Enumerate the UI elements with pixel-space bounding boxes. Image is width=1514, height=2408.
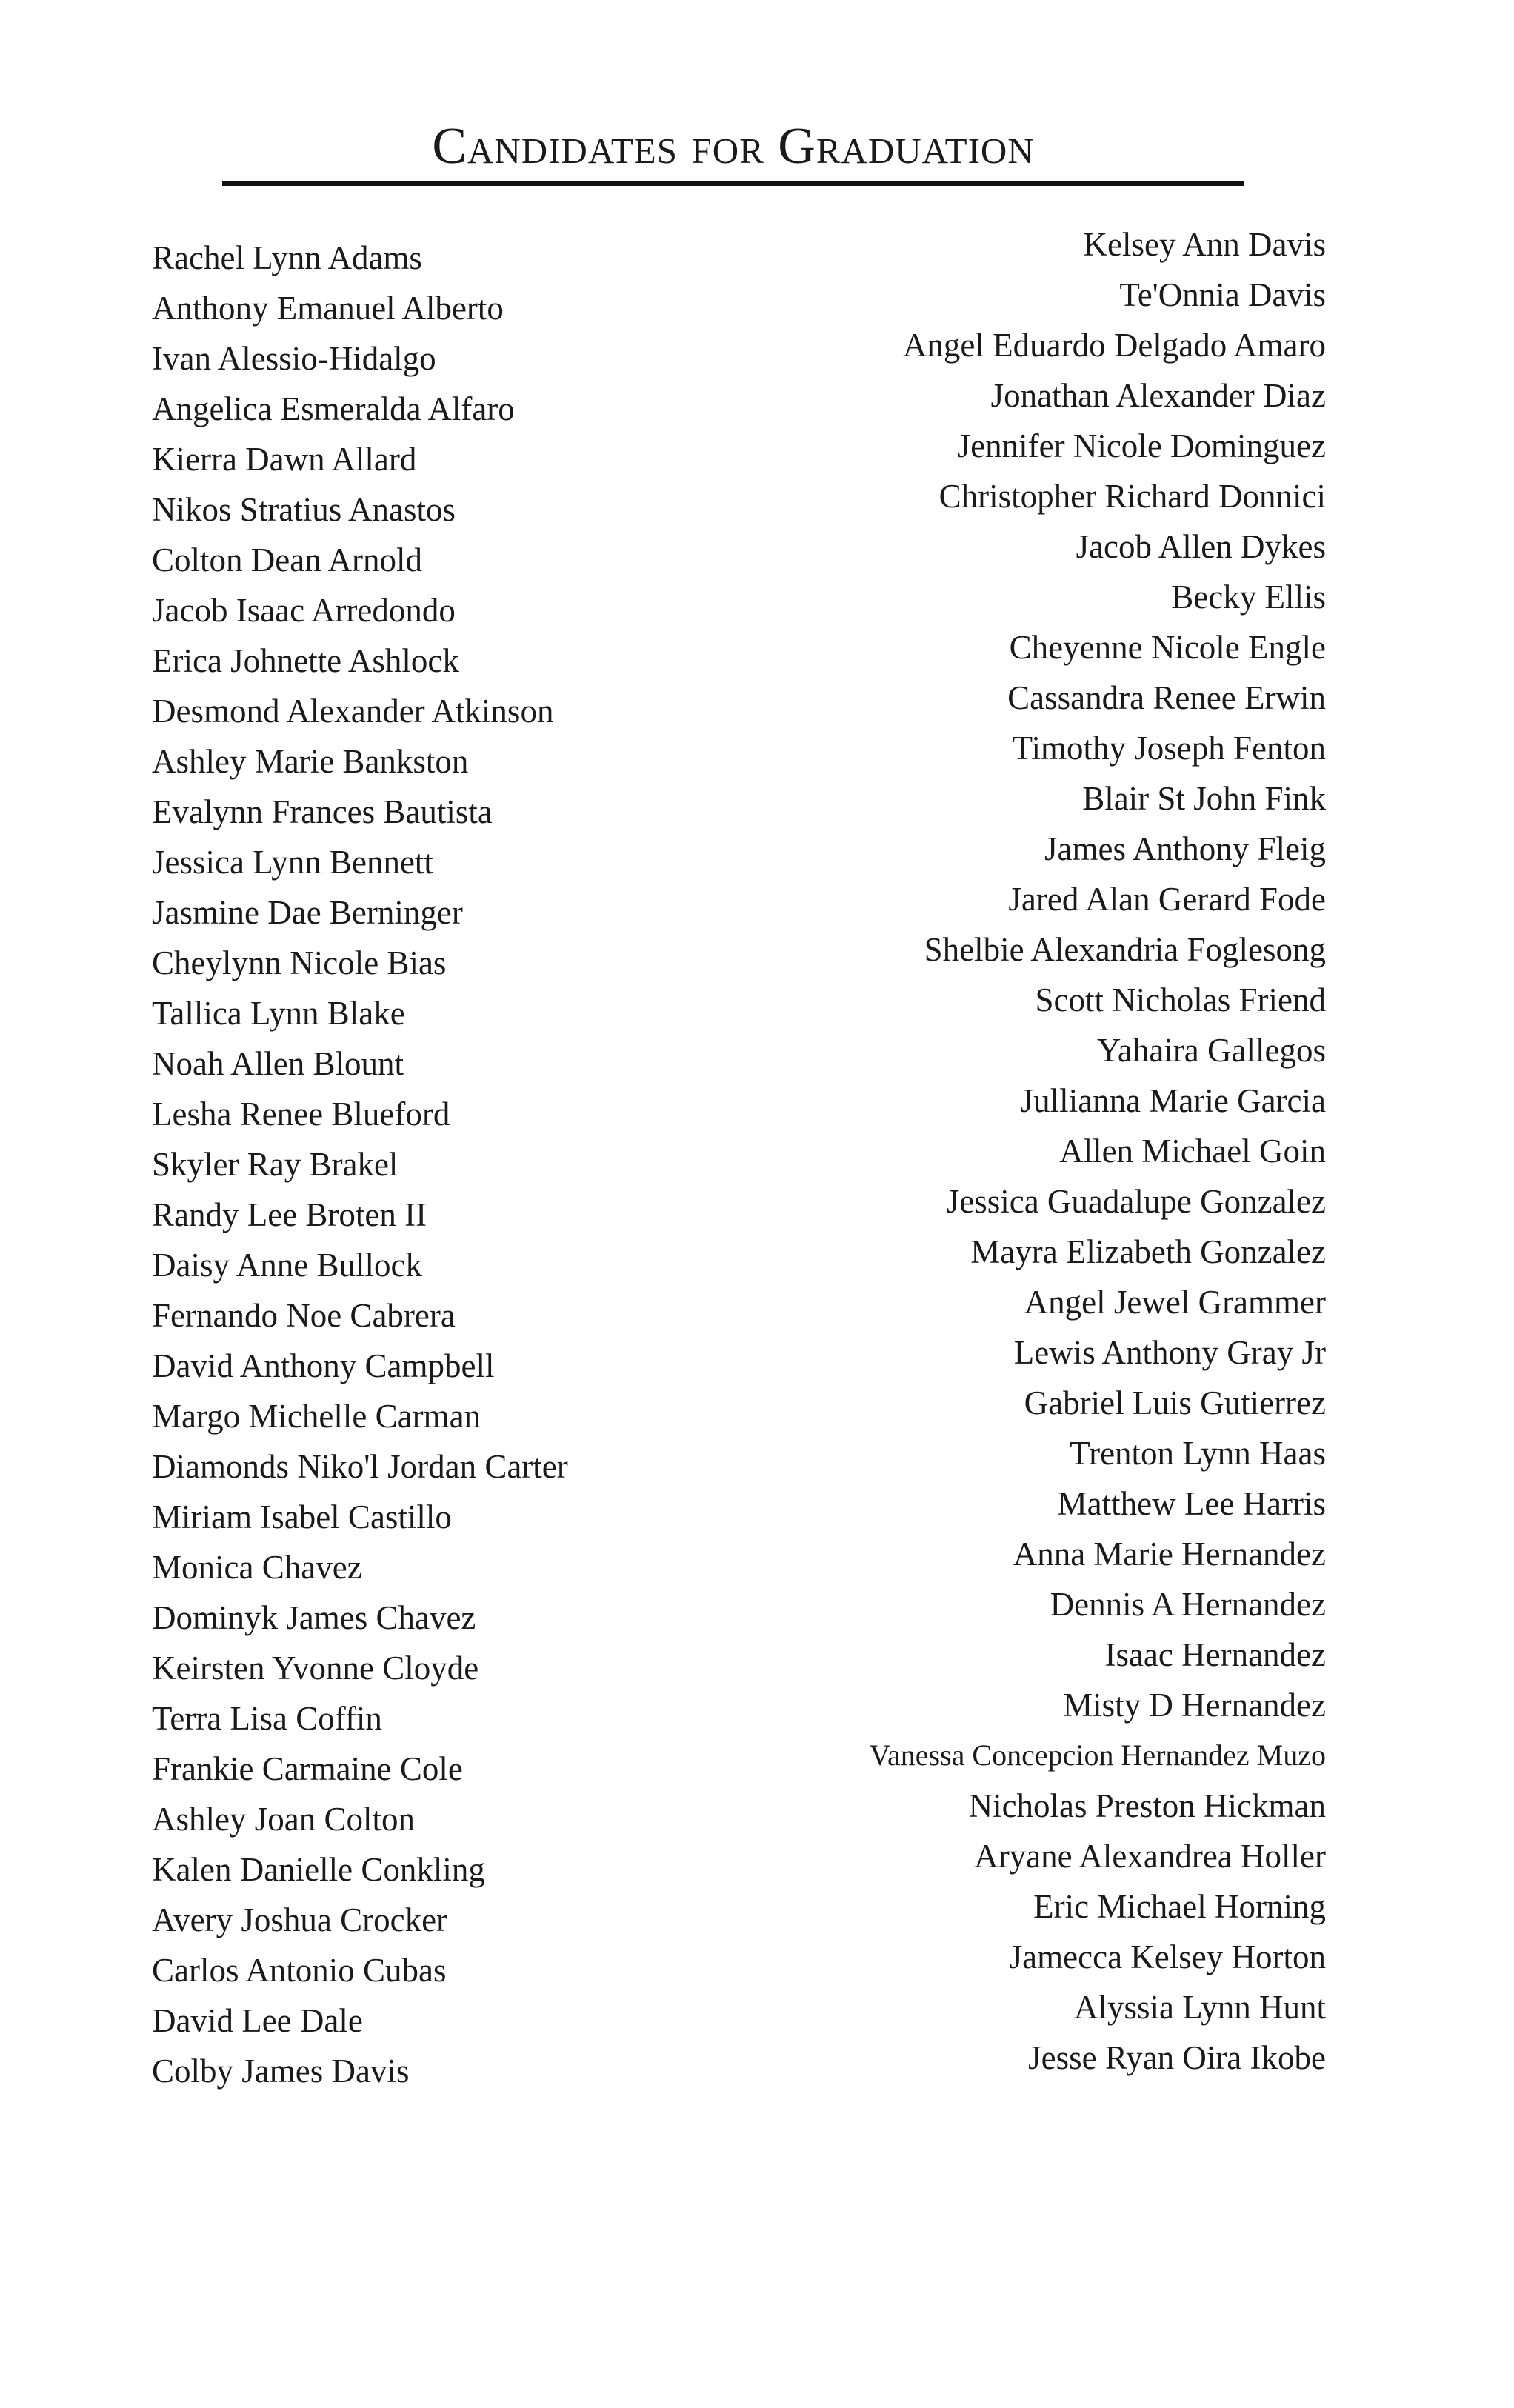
graduate-name: Angel Jewel Grammer bbox=[1024, 1284, 1326, 1321]
graduate-name: Jessica Guadalupe Gonzalez bbox=[946, 1183, 1326, 1220]
graduate-name: Blair St John Fink bbox=[1082, 780, 1326, 817]
graduate-name: Ashley Joan Colton bbox=[152, 1801, 415, 1838]
graduate-name: Lesha Renee Blueford bbox=[152, 1095, 450, 1133]
graduate-name: Jonathan Alexander Diaz bbox=[990, 377, 1326, 414]
graduate-name: Rachel Lynn Adams bbox=[152, 239, 422, 276]
graduate-name: Yahaira Gallegos bbox=[1096, 1032, 1326, 1069]
graduate-name: David Lee Dale bbox=[152, 2002, 363, 2039]
graduate-name: Cheylynn Nicole Bias bbox=[152, 944, 447, 981]
graduate-name: Mayra Elizabeth Gonzalez bbox=[970, 1233, 1326, 1270]
graduate-name: Colton Dean Arnold bbox=[152, 541, 422, 578]
graduate-name: Vanessa Concepcion Hernandez Muzo bbox=[869, 1738, 1326, 1772]
graduate-name: Jared Alan Gerard Fode bbox=[1008, 881, 1326, 918]
graduate-name: Terra Lisa Coffin bbox=[152, 1700, 382, 1737]
graduate-name: Misty D Hernandez bbox=[1063, 1687, 1326, 1724]
graduate-name: Trenton Lynn Haas bbox=[1070, 1435, 1326, 1472]
graduate-name: Evalynn Frances Bautista bbox=[152, 793, 493, 830]
graduate-name: Jullianna Marie Garcia bbox=[1020, 1082, 1326, 1119]
graduate-name: Jamecca Kelsey Horton bbox=[1009, 1938, 1326, 1975]
graduate-name: David Anthony Campbell bbox=[152, 1347, 495, 1384]
graduate-name: Jacob Allen Dykes bbox=[1076, 528, 1326, 565]
graduate-name: Angelica Esmeralda Alfaro bbox=[152, 390, 515, 427]
graduate-name: Kelsey Ann Davis bbox=[1083, 226, 1326, 263]
graduate-name: Alyssia Lynn Hunt bbox=[1073, 1989, 1326, 2026]
graduate-name: Dominyk James Chavez bbox=[152, 1599, 476, 1636]
title-underline bbox=[222, 181, 1244, 186]
graduate-name: Jasmine Dae Berninger bbox=[152, 894, 463, 931]
graduate-name: Becky Ellis bbox=[1171, 578, 1326, 616]
graduate-name: Tallica Lynn Blake bbox=[152, 995, 405, 1032]
graduate-name: Angel Eduardo Delgado Amaro bbox=[902, 327, 1326, 364]
graduate-name: Carlos Antonio Cubas bbox=[152, 1952, 447, 1989]
graduate-name: Isaac Hernandez bbox=[1104, 1636, 1326, 1673]
graduate-name: Dennis A Hernandez bbox=[1050, 1586, 1326, 1623]
graduate-name: Lewis Anthony Gray Jr bbox=[1013, 1334, 1326, 1371]
graduate-name: Nicholas Preston Hickman bbox=[968, 1787, 1326, 1824]
graduate-name: James Anthony Fleig bbox=[1044, 830, 1326, 867]
graduate-name: Anna Marie Hernandez bbox=[1013, 1535, 1326, 1572]
names-column-right bbox=[770, 219, 1326, 2083]
graduate-name: Skyler Ray Brakel bbox=[152, 1146, 398, 1183]
graduate-name: Monica Chavez bbox=[152, 1549, 362, 1586]
graduate-name: Shelbie Alexandria Foglesong bbox=[924, 931, 1326, 968]
graduate-name: Colby James Davis bbox=[152, 2052, 410, 2090]
graduate-name: Timothy Joseph Fenton bbox=[1012, 730, 1326, 767]
graduate-name: Noah Allen Blount bbox=[152, 1045, 404, 1082]
graduate-name: Nikos Stratius Anastos bbox=[152, 491, 456, 528]
graduate-name: Matthew Lee Harris bbox=[1057, 1485, 1326, 1522]
graduate-name: Frankie Carmaine Cole bbox=[152, 1750, 463, 1787]
graduate-name: Diamonds Niko'l Jordan Carter bbox=[152, 1448, 568, 1485]
graduate-name: Allen Michael Goin bbox=[1059, 1133, 1326, 1170]
graduate-name: Ashley Marie Bankston bbox=[152, 743, 469, 780]
graduate-name: Fernando Noe Cabrera bbox=[152, 1297, 456, 1334]
graduate-name: Desmond Alexander Atkinson bbox=[152, 693, 554, 730]
graduate-name: Jennifer Nicole Dominguez bbox=[957, 427, 1326, 464]
graduate-name: Daisy Anne Bullock bbox=[152, 1247, 422, 1284]
graduate-name: Avery Joshua Crocker bbox=[152, 1901, 448, 1938]
graduate-name: Margo Michelle Carman bbox=[152, 1398, 481, 1435]
names-column-left bbox=[152, 233, 715, 2096]
graduate-name: Te'Onnia Davis bbox=[1119, 276, 1326, 313]
graduate-name: Kierra Dawn Allard bbox=[152, 441, 417, 478]
graduate-name: Cassandra Renee Erwin bbox=[1007, 679, 1326, 716]
graduate-name: Eric Michael Horning bbox=[1033, 1888, 1326, 1925]
graduate-name: Kalen Danielle Conkling bbox=[152, 1851, 485, 1888]
page-title: Candidates for Graduation bbox=[432, 118, 1035, 175]
graduate-name: Erica Johnette Ashlock bbox=[152, 642, 459, 679]
graduate-name: Keirsten Yvonne Cloyde bbox=[152, 1650, 479, 1687]
graduate-name: Jesse Ryan Oira Ikobe bbox=[1028, 2039, 1326, 2076]
graduate-name: Ivan Alessio-Hidalgo bbox=[152, 340, 436, 377]
graduate-name: Anthony Emanuel Alberto bbox=[152, 290, 504, 327]
graduate-name: Aryane Alexandrea Holler bbox=[974, 1838, 1326, 1875]
graduate-name: Jacob Isaac Arredondo bbox=[152, 592, 456, 629]
graduate-name: Gabriel Luis Gutierrez bbox=[1024, 1384, 1326, 1421]
graduate-name: Scott Nicholas Friend bbox=[1035, 981, 1326, 1018]
graduate-name: Christopher Richard Donnici bbox=[938, 478, 1326, 515]
graduate-name: Cheyenne Nicole Engle bbox=[1009, 629, 1326, 666]
graduate-name: Jessica Lynn Bennett bbox=[152, 844, 433, 881]
graduate-name: Randy Lee Broten II bbox=[152, 1196, 427, 1233]
graduate-name: Miriam Isabel Castillo bbox=[152, 1498, 452, 1535]
